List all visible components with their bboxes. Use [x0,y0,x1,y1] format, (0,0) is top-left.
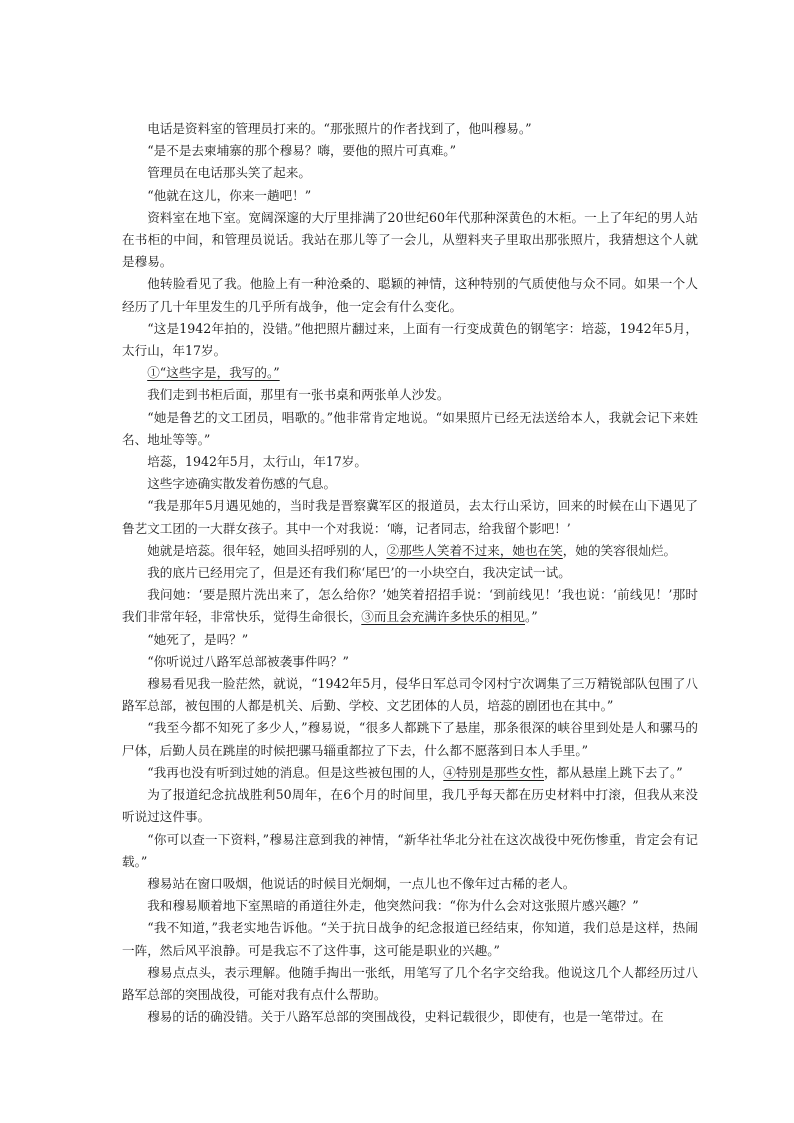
text-segment: “我再也没有听到过她的消息。但是这些被包围的人， [147,764,444,780]
text-segment: 资料室在地下室。宽阔深邃的大厅里排满了20世纪60年代那种深黄色的木柜。一上了年纪的男人站在书柜的中间，和管理员说话。我站在那儿等了一会儿，从塑料夹子里取出那张照片，我猜想这个人就是穆易。 [122,209,698,270]
paragraph [122,1006,698,1028]
paragraph [122,407,698,451]
text-segment: 穆易站在窗口吸烟，他说话的时候目光炯炯，一点儿也不像年过古稀的老人。 [147,875,576,891]
paragraph [122,784,698,828]
underlined-passage: ①“这些字是，我写的。” [147,365,280,381]
text-segment: “她是鲁艺的文工团员，唱歌的。”他非常肯定地说。“如果照片已经无法送给本人，我就会记下来姓名、地址等等。” [122,409,698,447]
text-segment: 她就是培蕊。很年轻，她回头招呼别的人， [147,542,387,558]
text-segment: “你可以查一下资料，”穆易注意到我的神情，“新华社华北分社在这次战役中死伤惨重，肯定会有记载。” [122,831,698,869]
text-segment: 他转脸看见了我。他脸上有一种沧桑的、聪颖的神情，这种特别的气质使他与众不同。如果一个人经历了几十年里发生的几乎所有战争，他一定会有什么变化。 [122,276,698,314]
text-segment: “这是1942年拍的，没错。”他把照片翻过来，上面有一行变成黄色的钢笔字：培蕊，1942年5月，太行山，年17岁。 [122,320,698,359]
text-segment: 。” [525,609,538,625]
paragraph [122,629,698,651]
text-segment: “我不知道，”我老实地告诉他。“关于抗日战争的纪念报道已经结束，你知道，我们总是这样，热闹一阵，然后风平浪静。可是我忘不了这件事，这可能是职业的兴趣。” [122,920,698,958]
paragraph [122,673,698,717]
text-segment: 电话是资料室的管理员打来的。“那张照片的作者找到了，他叫穆易。” [147,121,532,136]
text-segment: “你听说过八路军总部被袭事件吗？” [147,653,349,669]
paragraph [122,917,698,961]
paragraph [122,318,698,362]
paragraph [122,717,698,761]
paragraph [122,140,698,162]
text-segment: 穆易的话的确没错。关于八路军总部的突围战役，史料记载很少，即使有，也是一笔带过。在 [147,1009,664,1025]
text-segment: 我问她：‘要是照片洗出来了，怎么给你？’她笑着招招手说：‘到前线见！’我也说：‘前线见！’那时我们非常年轻，非常快乐，觉得生命很长， [122,587,698,625]
underlined-passage: ④特别是那些女性 [443,764,545,780]
text-segment: “我至今都不知死了多少人，”穆易说，“很多人都跳下了悬崖，那条很深的峡谷里到处是人和骡马的尸体，后勤人员在跳崖的时候把骡马辎重都拉了下去，什么都不愿落到日本人手里。” [122,720,698,758]
text-segment: “我是那年5月遇见她的，当时我是晋察冀军区的报道员，去太行山采访，回来的时候在山下遇见了鲁艺文工团的一大群女孩子。其中一个对我说：‘嗨，记者同志，给我留个影吧！’ [122,498,698,536]
text-segment: 这些字迹确实散发着伤感的气息。 [147,476,337,492]
underlined-passage: ②那些人笑着不过来，她也在笑 [386,542,563,558]
text-segment: ，都从悬崖上跳下去了。” [544,764,683,780]
paragraph [122,562,698,584]
paragraph [122,451,698,473]
paragraph [122,207,698,274]
paragraph [122,540,698,562]
text-segment: 我和穆易顺着地下室黑暗的甬道往外走，他突然问我：“你为什么会对这张照片感兴趣？” [147,898,639,914]
paragraph [122,829,698,873]
paragraph [122,162,698,184]
text-segment: “是不是去柬埔寨的那个穆易？嗨，要他的照片可真难。” [147,143,457,159]
paragraph [122,185,698,207]
text-segment: 我的底片已经用完了，但是还有我们称‘尾巴’的一小块空白，我决定试一试。 [147,565,571,581]
paragraph [122,118,698,140]
paragraph [122,762,698,784]
text-segment: 培蕊，1942年5月，太行山，年17岁。 [147,454,367,470]
paragraph [122,362,698,384]
text-segment: 为了报道纪念抗战胜利50周年，在6个月的时间里，我几乎每天都在历史材料中打滚，但我从来没听说过这件事。 [122,787,698,825]
paragraph [122,473,698,495]
paragraph [122,384,698,406]
paragraph [122,895,698,917]
text-segment: 穆易看见我一脸茫然，就说，“1942年5月，侵华日军总司令冈村宁次调集了三万精锐部队包围了八路军总部，被包围的人都是机关、后勤、学校、文艺团体的人员，培蕊的剧团也在其中。” [122,676,698,714]
text-segment: “她死了，是吗？” [147,631,249,647]
paragraph [122,873,698,895]
underlined-passage: ③而且会充满许多快乐的相见 [361,609,525,625]
paragraph [122,495,698,539]
paragraph [122,651,698,673]
text-segment: “他就在这儿，你来一趟吧！” [147,187,312,203]
text-segment: 管理员在电话那头笑了起来。 [147,165,311,181]
text-segment: 我们走到书柜后面，那里有一张书桌和两张单人沙发。 [147,387,450,403]
paragraph [122,273,698,317]
article-body [122,118,698,1028]
paragraph [122,584,698,628]
text-segment: 穆易点点头，表示理解。他随手掏出一张纸，用笔写了几个名字交给我。他说这几个人都经历过八路军总部的突围战役，可能对我有点什么帮助。 [122,964,698,1002]
text-segment: ，她的笑容很灿烂。 [562,542,677,558]
paragraph [122,962,698,1006]
